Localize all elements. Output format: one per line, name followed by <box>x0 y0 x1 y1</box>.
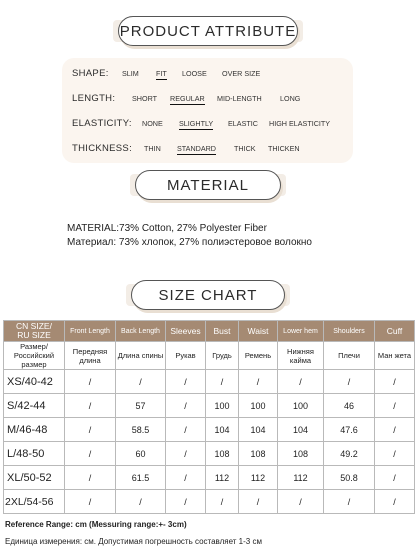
attribute-label: ELASTICITY: <box>72 117 132 129</box>
size-label-cell: M/46-48 <box>4 418 65 442</box>
table-cell: / <box>206 490 239 514</box>
table-cell: 47.6 <box>324 418 375 442</box>
table-cell: / <box>65 490 116 514</box>
attribute-row-length <box>72 91 115 105</box>
attribute-option: SHORT <box>132 94 158 103</box>
attribute-option-selected: SLIGHTLY <box>179 119 214 128</box>
table-cell: / <box>206 370 239 394</box>
column-header: Waist <box>239 321 278 342</box>
table-cell: 104 <box>206 418 239 442</box>
table-cell: 104 <box>239 418 278 442</box>
attribute-option-selected: REGULAR <box>170 94 205 103</box>
table-cell: 112 <box>239 466 278 490</box>
table-cell: 49.2 <box>324 442 375 466</box>
attribute-option: MID-LENGTH <box>217 94 262 103</box>
column-header: Front Length <box>65 321 116 342</box>
material-text-ru: Материал: 73% хлопок, 27% полиэстеровое волокно <box>67 237 312 248</box>
table-row <box>4 442 415 466</box>
table-cell: / <box>166 442 206 466</box>
attribute-label: SHAPE: <box>72 67 109 79</box>
table-row <box>4 418 415 442</box>
attribute-option-selected: STANDARD <box>177 144 217 153</box>
attribute-option: THICK <box>234 144 256 153</box>
attribute-option: LOOSE <box>182 69 207 78</box>
attribute-title: PRODUCT ATTRIBUTE <box>118 16 298 46</box>
column-header: Sleeves <box>166 321 206 342</box>
table-cell: / <box>375 466 415 490</box>
size-chart-title: SIZE CHART <box>131 280 285 310</box>
table-cell: / <box>324 490 375 514</box>
attribute-option: THIN <box>144 144 161 153</box>
table-cell: 57 <box>116 394 166 418</box>
table-cell: / <box>324 370 375 394</box>
size-label-cell: XL/50-52 <box>4 466 65 490</box>
column-header-ru: Рукав <box>166 342 206 370</box>
table-cell: / <box>166 490 206 514</box>
table-cell: 58.5 <box>116 418 166 442</box>
attribute-option: THICKEN <box>268 144 300 153</box>
table-cell: / <box>116 370 166 394</box>
table-cell: / <box>278 370 324 394</box>
attribute-label: THICKNESS: <box>72 142 133 154</box>
table-cell: 100 <box>239 394 278 418</box>
table-cell: / <box>375 418 415 442</box>
column-header: Back Length <box>116 321 166 342</box>
table-cell: 104 <box>278 418 324 442</box>
attribute-option-selected: FIT <box>156 69 167 78</box>
material-title: MATERIAL <box>135 170 281 200</box>
footnote-en-text: Reference Range: cm (Messuring range:+- 3cm) <box>5 520 187 529</box>
column-header-ru: Ман жета <box>375 342 415 370</box>
table-header-row <box>4 321 415 342</box>
column-header-ru: Плечи <box>324 342 375 370</box>
attribute-row-thickness <box>72 141 132 155</box>
table-cell: / <box>166 466 206 490</box>
table-cell: / <box>116 490 166 514</box>
table-row <box>4 466 415 490</box>
column-header: Lower hem <box>278 321 324 342</box>
table-cell: / <box>239 490 278 514</box>
column-header-ru: Нижняя кайма <box>278 342 324 370</box>
table-cell: / <box>166 418 206 442</box>
column-header-ru: Передняя длина <box>65 342 116 370</box>
table-cell: / <box>65 442 116 466</box>
table-cell: 100 <box>206 394 239 418</box>
attribute-row-elasticity <box>72 116 132 130</box>
table-cell: / <box>166 370 206 394</box>
size-table-body <box>4 370 415 514</box>
table-cell: 46 <box>324 394 375 418</box>
table-cell: / <box>375 394 415 418</box>
table-cell: 108 <box>206 442 239 466</box>
table-cell: 112 <box>206 466 239 490</box>
table-row <box>4 490 415 514</box>
table-cell: / <box>375 490 415 514</box>
size-chart-title-bar <box>0 280 416 310</box>
table-cell: 108 <box>239 442 278 466</box>
footnote-en <box>5 520 187 529</box>
table-cell: / <box>278 490 324 514</box>
column-header: Shoulders <box>324 321 375 342</box>
attribute-option: ELASTIC <box>228 119 258 128</box>
material-title-bar <box>0 170 416 200</box>
table-cell: / <box>239 370 278 394</box>
table-header-row-ru <box>4 342 415 370</box>
column-header-ru: Размер/ Российский размер <box>4 342 65 370</box>
table-cell: / <box>65 370 116 394</box>
table-row <box>4 370 415 394</box>
column-header-ru: Длина спины <box>116 342 166 370</box>
column-header: Cuff <box>375 321 415 342</box>
size-label-cell: L/48-50 <box>4 442 65 466</box>
table-cell: 61.5 <box>116 466 166 490</box>
column-header: Bust <box>206 321 239 342</box>
table-cell: / <box>375 370 415 394</box>
size-table <box>3 320 415 514</box>
table-cell: / <box>65 466 116 490</box>
attribute-panel <box>62 58 353 163</box>
attribute-option: SLIM <box>122 69 139 78</box>
table-cell: / <box>65 394 116 418</box>
table-cell: / <box>65 418 116 442</box>
table-cell: 100 <box>278 394 324 418</box>
column-header-ru: Ремень <box>239 342 278 370</box>
column-header: CN SIZE/ RU SIZE <box>4 321 65 342</box>
table-cell: / <box>166 394 206 418</box>
attribute-title-bar <box>0 16 416 46</box>
attribute-option: NONE <box>142 119 163 128</box>
attribute-option: HIGH ELASTICITY <box>269 119 331 128</box>
table-cell: 108 <box>278 442 324 466</box>
table-row <box>4 394 415 418</box>
material-text-en: MATERIAL:73% Cotton, 27% Polyester Fiber <box>67 223 267 234</box>
size-label-cell: S/42-44 <box>4 394 65 418</box>
table-cell: 60 <box>116 442 166 466</box>
attribute-option: OVER SIZE <box>222 69 261 78</box>
size-label-cell: 2XL/54-56 <box>4 490 65 514</box>
footnote-ru: Единица измерения: см. Допустимая погрешность составляет 1-3 см <box>5 537 262 546</box>
table-cell: 50.8 <box>324 466 375 490</box>
attribute-label: LENGTH: <box>72 92 116 104</box>
size-label-cell: XS/40-42 <box>4 370 65 394</box>
table-cell: 112 <box>278 466 324 490</box>
attribute-option: LONG <box>280 94 301 103</box>
column-header-ru: Грудь <box>206 342 239 370</box>
attribute-row-shape <box>72 66 109 80</box>
table-cell: / <box>375 442 415 466</box>
